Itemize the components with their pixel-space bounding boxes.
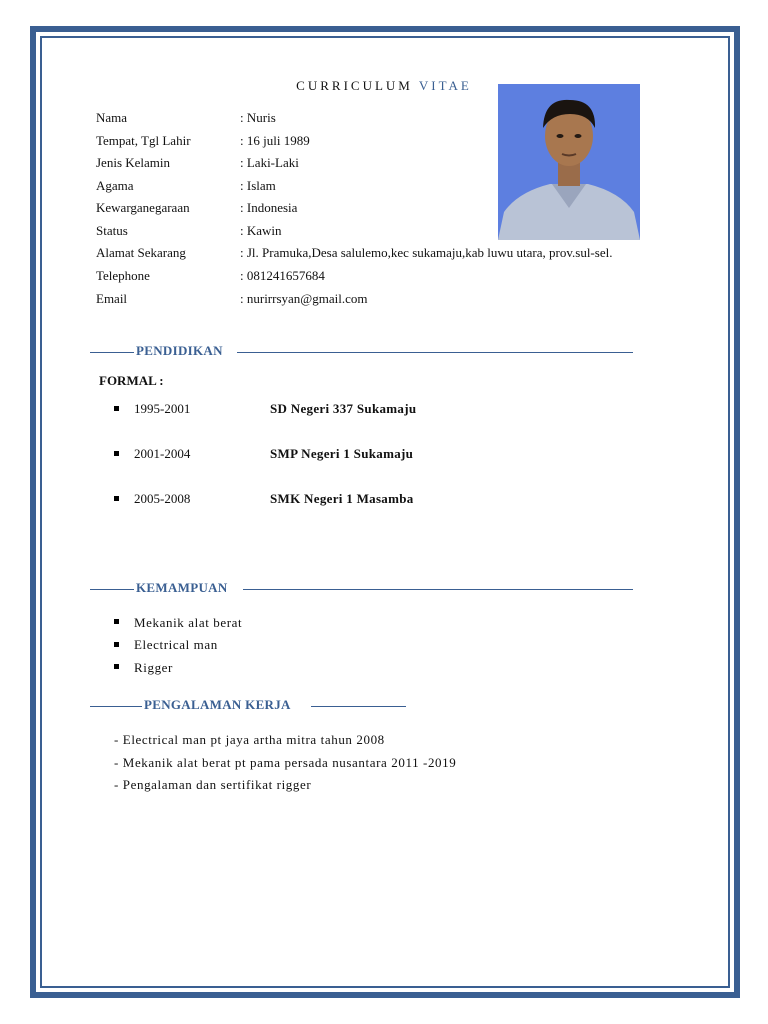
title-word-vitae: VITAE bbox=[418, 78, 472, 93]
kemampuan-rule-left bbox=[90, 589, 134, 590]
experience-item: - Mekanik alat berat pt pama persada nusantara 2011 -2019 bbox=[114, 755, 457, 770]
profile-photo-illustration bbox=[498, 84, 640, 240]
value-alamat-sekarang: : Jl. Pramuka,Desa salulemo,kec sukamaju,kab luwu utara, prov.sul-sel. bbox=[240, 245, 613, 260]
skill-item: Electrical man bbox=[134, 637, 218, 652]
value-nama: : Nuris bbox=[240, 110, 276, 125]
skill-item: Mekanik alat berat bbox=[134, 615, 243, 630]
section-heading-pengalaman-kerja: PENGALAMAN KERJA bbox=[144, 697, 291, 712]
education-years: 1995-2001 bbox=[134, 401, 191, 416]
document-title bbox=[0, 78, 768, 94]
value-status: : Kawin bbox=[240, 223, 282, 238]
profile-photo bbox=[498, 84, 640, 240]
label-telephone: Telephone bbox=[96, 268, 150, 283]
education-school: SD Negeri 337 Sukamaju bbox=[270, 401, 417, 416]
bullet-square bbox=[114, 451, 119, 456]
section-heading-kemampuan: KEMAMPUAN bbox=[136, 580, 228, 595]
value-email: : nurirrsyan@gmail.com bbox=[240, 291, 368, 306]
pendidikan-rule-left bbox=[90, 352, 134, 353]
formal-label: FORMAL : bbox=[99, 373, 164, 388]
value-tempat-tgl-lahir: : 16 juli 1989 bbox=[240, 133, 310, 148]
kemampuan-rule-right bbox=[243, 589, 633, 590]
pendidikan-rule-right bbox=[237, 352, 633, 353]
skill-item: Rigger bbox=[134, 660, 173, 675]
label-agama: Agama bbox=[96, 178, 134, 193]
bullet-square bbox=[114, 664, 119, 669]
bullet-square bbox=[114, 642, 119, 647]
label-alamat-sekarang: Alamat Sekarang bbox=[96, 245, 186, 260]
value-agama: : Islam bbox=[240, 178, 276, 193]
experience-item: - Electrical man pt jaya artha mitra tahun 2008 bbox=[114, 732, 385, 747]
label-nama: Nama bbox=[96, 110, 128, 125]
label-email: Email bbox=[96, 291, 128, 306]
experience-item: - Pengalaman dan sertifikat rigger bbox=[114, 777, 312, 792]
pengalaman-rule-right bbox=[311, 706, 406, 707]
bullet-square bbox=[114, 406, 119, 411]
value-jenis-kelamin: : Laki-Laki bbox=[240, 155, 299, 170]
bullet-square bbox=[114, 496, 119, 501]
pengalaman-rule-left bbox=[90, 706, 142, 707]
value-kewarganegaraan: : Indonesia bbox=[240, 200, 298, 215]
label-kewarganegaraan: Kewarganegaraan bbox=[96, 200, 190, 215]
education-school: SMK Negeri 1 Masamba bbox=[270, 491, 414, 506]
bullet-square bbox=[114, 619, 119, 624]
education-years: 2001-2004 bbox=[134, 446, 191, 461]
title-word-curriculum: CURRICULUM bbox=[296, 78, 413, 93]
label-jenis-kelamin: Jenis Kelamin bbox=[96, 155, 171, 170]
value-telephone: : 081241657684 bbox=[240, 268, 325, 283]
section-heading-pendidikan: PENDIDIKAN bbox=[136, 343, 223, 358]
education-years: 2005-2008 bbox=[134, 491, 191, 506]
label-tempat-tgl-lahir: Tempat, Tgl Lahir bbox=[96, 133, 191, 148]
education-school: SMP Negeri 1 Sukamaju bbox=[270, 446, 414, 461]
label-status: Status bbox=[96, 223, 128, 238]
